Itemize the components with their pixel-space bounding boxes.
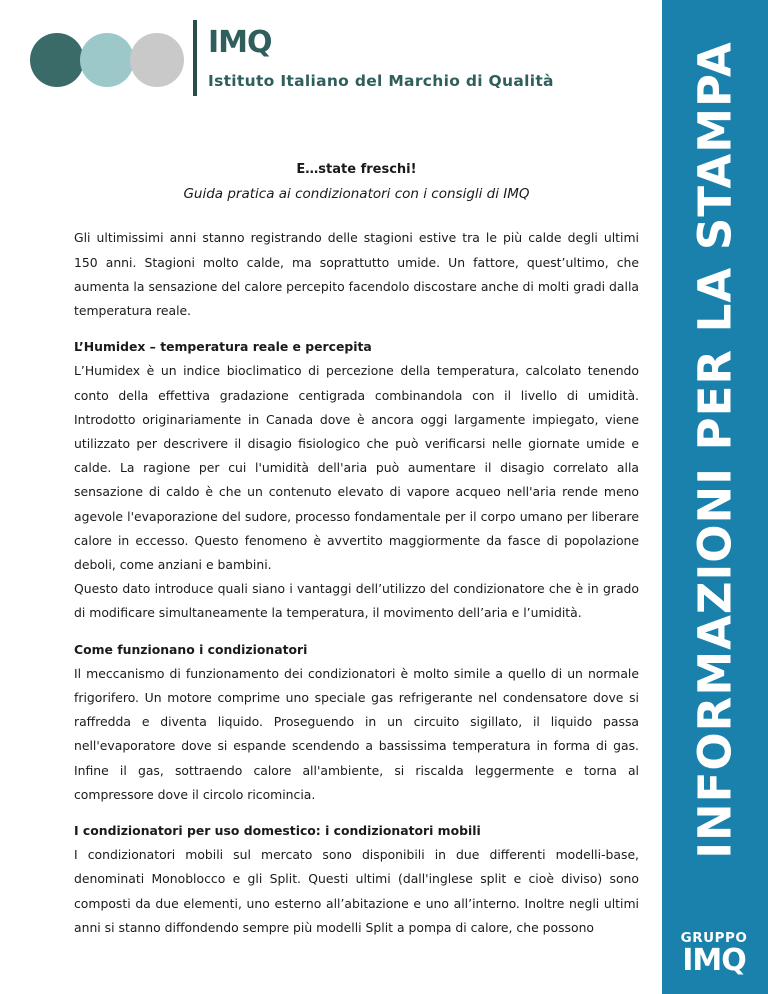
press-band-label: INFORMAZIONI PER LA STAMPA (688, 41, 742, 859)
gruppo-label: GRUPPO (680, 930, 748, 946)
section-heading: L’Humidex – temperatura reale e percepita (74, 339, 372, 355)
gruppo-brand-logo: IMQ (682, 943, 746, 978)
logo-circle-dark (30, 33, 84, 87)
header-divider (193, 20, 197, 96)
section-paragraph: I condizionatori mobili sul mercato sono disponibili in due differenti modelli-base, denominati Monoblocco e gli Split. Questi ultimi (dall'inglese split e cioè diviso) sono composti da due elementi, uno esterno all’abitazione e uno all’interno. Inoltre negli ultimi anni si stanno diffondendo sempre più modelli Split a pompa di calore, che possono (74, 847, 639, 935)
document-body (74, 158, 639, 940)
section-heading: I condizionatori per uso domestico: i condizionatori mobili (74, 823, 481, 839)
brand-logo: IMQ (208, 25, 272, 60)
document-title: E…state freschi! (296, 162, 417, 177)
section-paragraph: Il meccanismo di funzionamento dei condizionatori è molto simile a quello di un normale frigorifero. Un motore comprime uno speciale gas refrigerante nel condensatore dove si raffredda e diventa liquido. Proseguendo in un circuito sigillato, il liquido passa nell'evaporatore dove si espande scendendo a bassissima temperatura in forma di gas. Infine il gas, sottraendo calore all'ambiente, si riscalda leggermente e torna al compressore dove il circolo ricomincia. (74, 665, 639, 802)
document-subtitle: Guida pratica ai condizionatori con i consigli di IMQ (183, 186, 530, 203)
intro-paragraph: Gli ultimissimi anni stanno registrando delle stagioni estive tra le più calde degli ultimi 150 anni. Stagioni molto calde, ma soprattutto umide. Un fattore, quest’ultimo, che aumenta la sensazione del calore percepito facendolo discostare anche di molti gradi dalla temperatura reale. (74, 230, 639, 319)
section-paragraph: Questo dato introduce quali siano i vantaggi dell’utilizzo del condizionatore che è in grado di modificare simultaneamente la temperatura, il movimento dell’aria e l’umidità. (74, 581, 639, 621)
section-paragraph: L’Humidex è un indice bioclimatico di percezione della temperatura, calcolato tenendo conto della effettiva gradazione centigrada combinandola con il livello di umidità. Introdotto originariamente in Canada dove è ancora oggi largamente impiegato, viene utilizzato per descrivere il disagio fisiologico che può verificarsi nelle giornate umide e calde. La ragione per cui l'umidità dell'aria può aumentare il disagio correlato alla sensazione di caldo è che un contenuto elevato di vapore acqueo nell'aria rende meno agevole l'evaporazione del sudore, processo fondamentale per il corpo umano per liberare calore in eccesso. Questo fenomeno è avvertito maggiormente da fasce di popolazione deboli, come anziani e bambini. (74, 363, 639, 573)
section-heading: Come funzionano i condizionatori (74, 641, 308, 657)
brand-subtitle: Istituto Italiano del Marchio di Qualità (208, 72, 554, 90)
logo-circle-grey (130, 33, 184, 87)
logo-circle-light (80, 33, 134, 87)
